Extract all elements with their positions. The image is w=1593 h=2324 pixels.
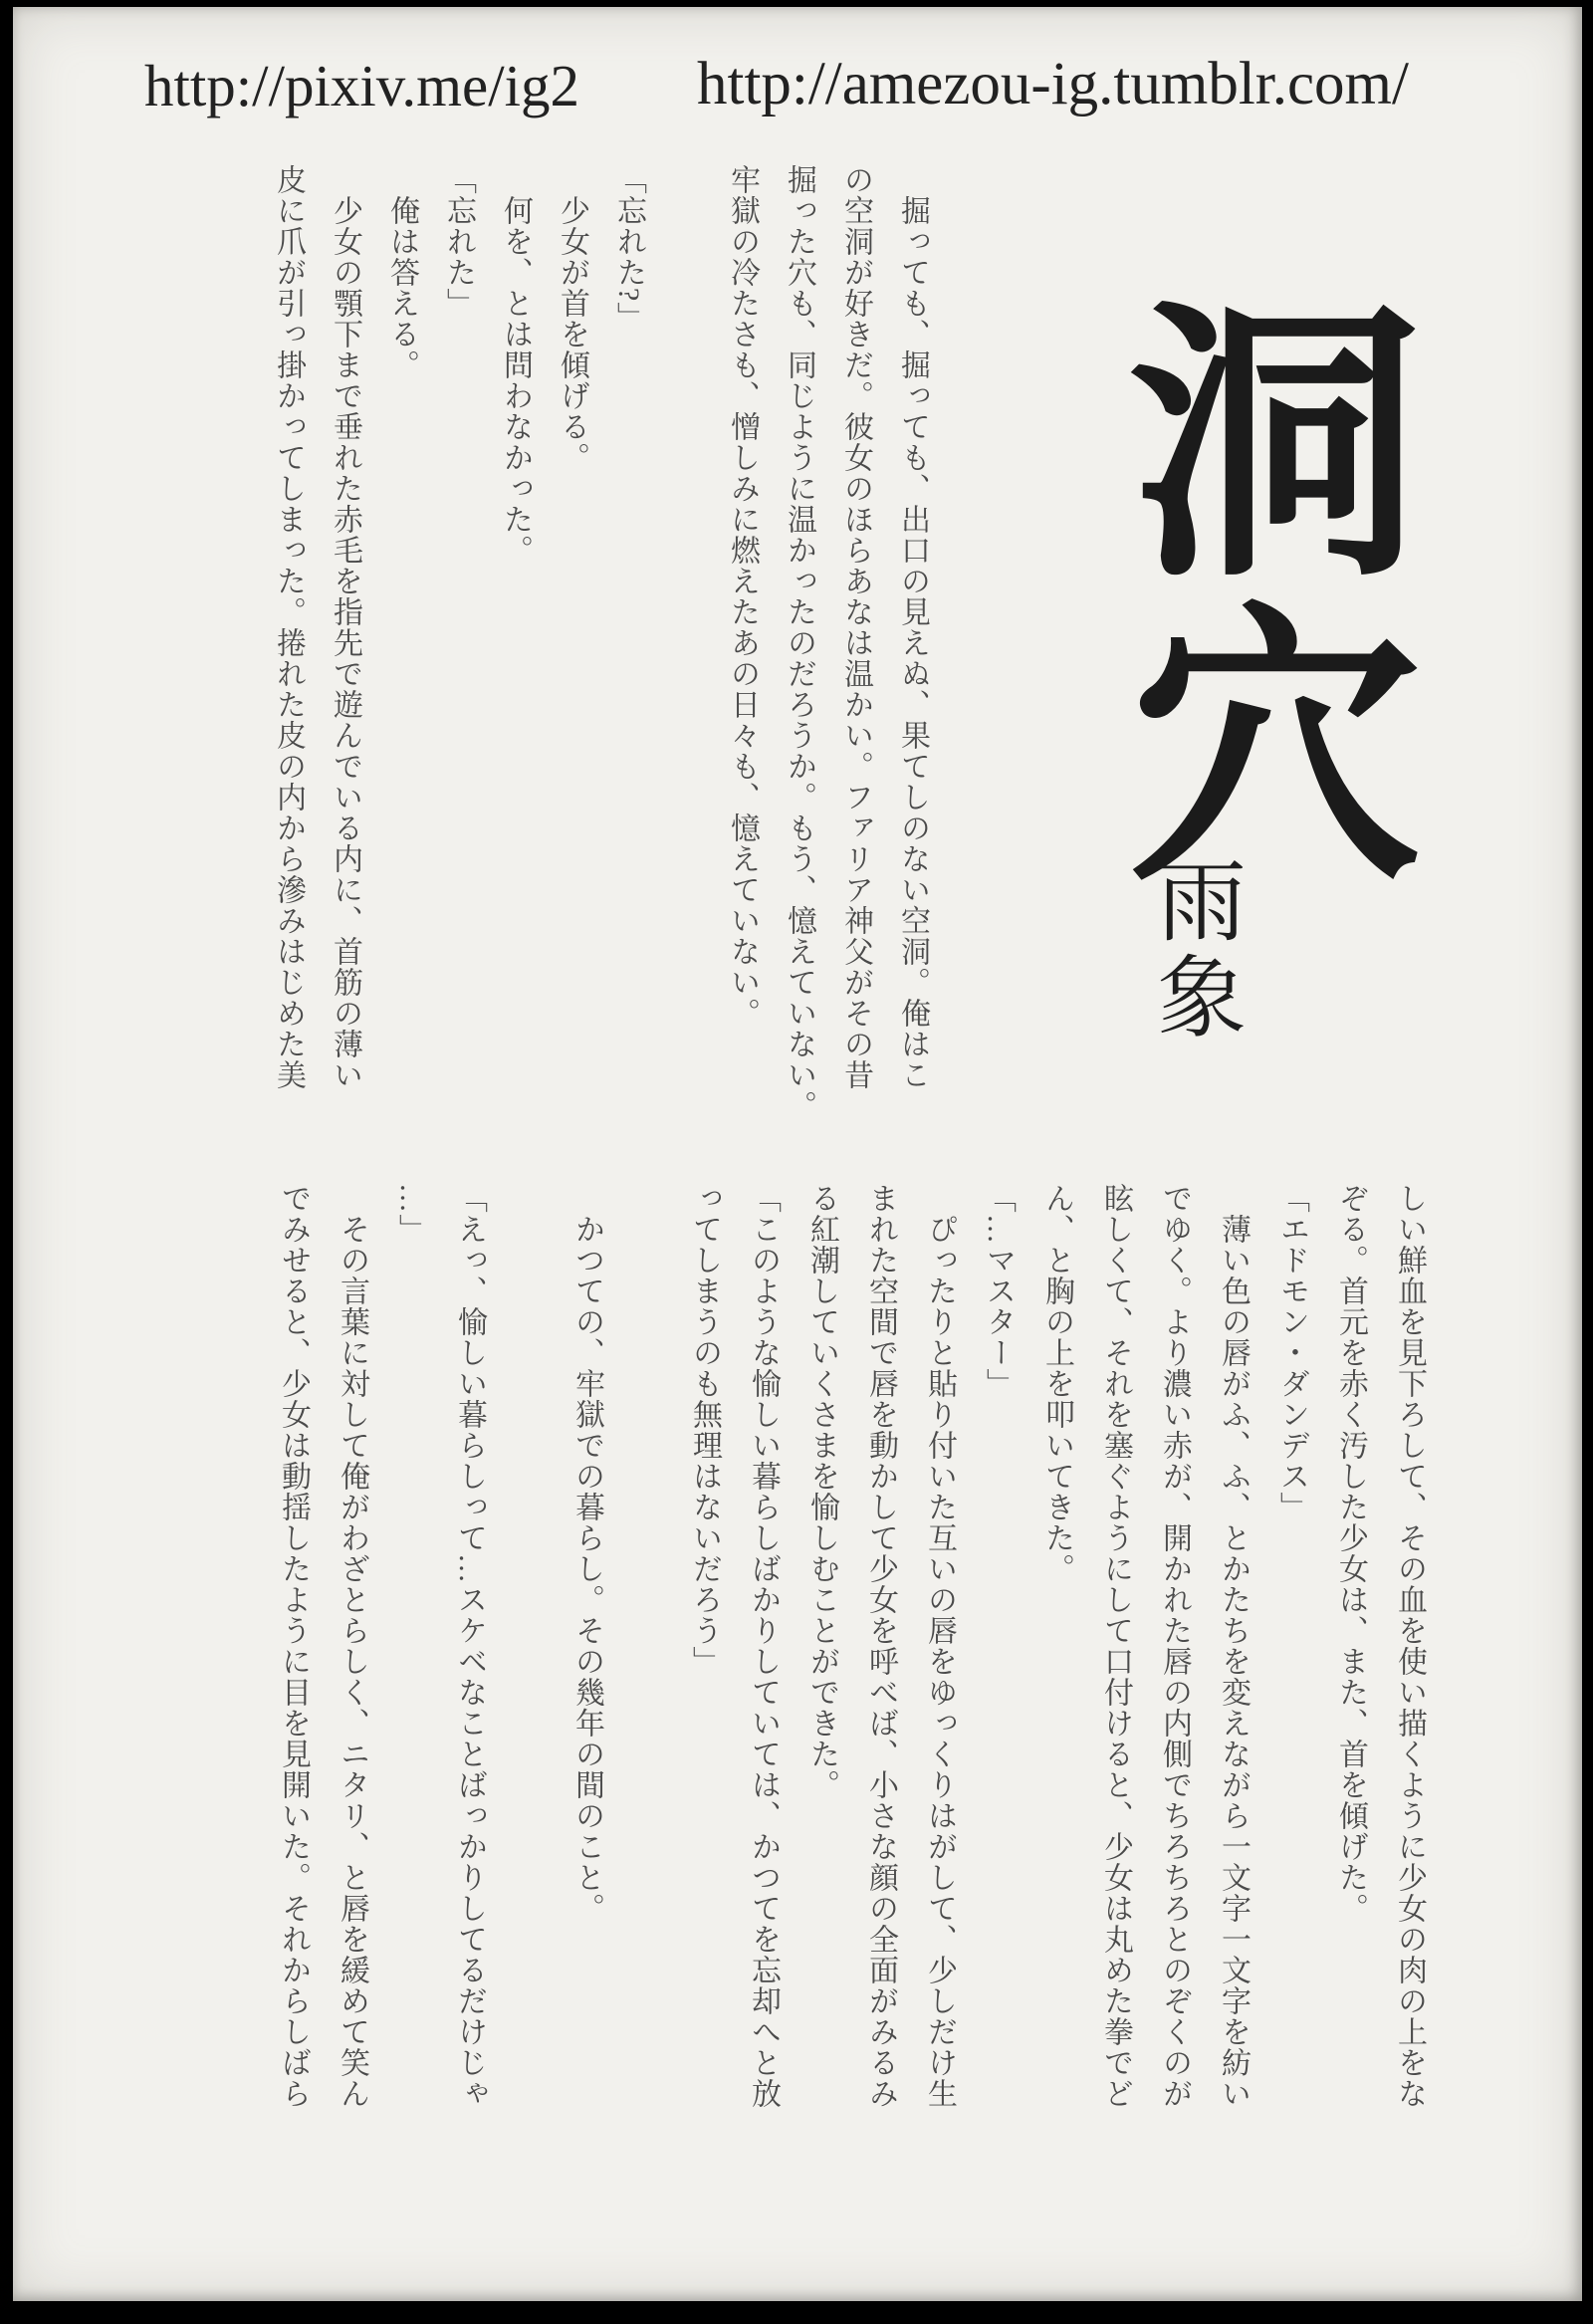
- text-column: ぞる。首元を赤く汚した少女は、また、首を傾げた。: [1334, 1183, 1367, 1924]
- blank-column: [657, 164, 714, 1095]
- blank-column: [616, 1183, 675, 2127]
- text-column: 皮に爪が引っ掛かってしまった。捲れた皮の内から滲みはじめた美: [272, 164, 305, 1090]
- text-column: でゆく。より濃い赤が、開かれた唇の内側でちろちろとのぞくのが: [1158, 1183, 1191, 2109]
- text-column: その言葉に対して俺がわざとらしく、ニタリ、と唇を緩めて笑ん: [336, 1183, 368, 2109]
- story-title: 洞穴: [1084, 289, 1411, 896]
- author-name: 雨象: [1143, 854, 1242, 1046]
- text-column: 眩しくて、それを塞ぐようにして口付けると、少女は丸めた拳でど: [1099, 1183, 1132, 2109]
- upper-text-band: [260, 164, 941, 1121]
- tumblr-url-text: http://amezou-ig.tumblr.com/: [697, 51, 1409, 117]
- text-column: 「忘れた」: [442, 164, 475, 319]
- text-column: 俺は答える。: [385, 164, 418, 380]
- text-column: まれた空間で唇を動かして少女を呼べば、小さな顔の全面がみるみ: [864, 1183, 897, 2109]
- text-column: 「忘れた?」: [612, 164, 645, 334]
- text-column: しい鮮血を見下ろして、その血を使い描くように少女の肉の上をな: [1393, 1183, 1426, 2109]
- text-column: 少女が首を傾げる。: [556, 164, 588, 473]
- text-column: ぴったりと貼り付いた互いの唇をゆっくりはがして、少しだけ生: [923, 1183, 956, 2109]
- text-column: 牢獄の冷たさも、憎しみに燃えたあの日々も、憶えていない。: [726, 164, 759, 1029]
- text-column: かつての、牢獄での暮らし。その幾年の間のこと。: [570, 1183, 603, 1924]
- text-column: 「エドモン・ダンデス」: [1275, 1183, 1308, 1522]
- text-column: る紅潮していくさまを愉しむことができた。: [805, 1183, 838, 1800]
- text-column: の空洞が好きだ。彼女のほらあなは温かい。ファリア神父がその昔: [839, 164, 872, 1090]
- text-column: 掘った穴も、同じように温かったのだろうか。もう、憶えていない。: [783, 164, 815, 1121]
- text-column: 少女の顎下まで垂れた赤毛を指先で遊んでいる内に、首筋の薄い: [329, 164, 361, 1090]
- text-column: 「えっ、愉しい暮らしって…スケベなことばっかりしてるだけじゃ: [453, 1183, 486, 2109]
- pixiv-url-text: http://pixiv.me/ig2: [144, 53, 580, 118]
- text-column: 何を、とは問わなかった。: [499, 164, 532, 566]
- text-column: 「…マスター」: [982, 1183, 1015, 1399]
- text-column: でみせると、少女は動揺したように目を見開いた。それからしばら: [277, 1183, 310, 2109]
- lower-text-band: [264, 1183, 1439, 2127]
- text-column: ん、と胸の上を叩いてきた。: [1040, 1183, 1073, 1584]
- text-column: 薄い色の唇がふ、ふ、とかたちを変えながら一文字一文字を紡い: [1217, 1183, 1250, 2109]
- blank-column: [499, 1183, 558, 2127]
- text-column: …」: [394, 1183, 427, 1245]
- text-column: 掘っても、掘っても、出口の見えぬ、果てしのない空洞。俺はこ: [896, 164, 929, 1090]
- text-column: 「このような愉しい暮らしばかりしていては、かつてを忘却へと放: [747, 1183, 780, 2109]
- text-column: ってしまうのも無理はないだろう」: [688, 1183, 721, 1677]
